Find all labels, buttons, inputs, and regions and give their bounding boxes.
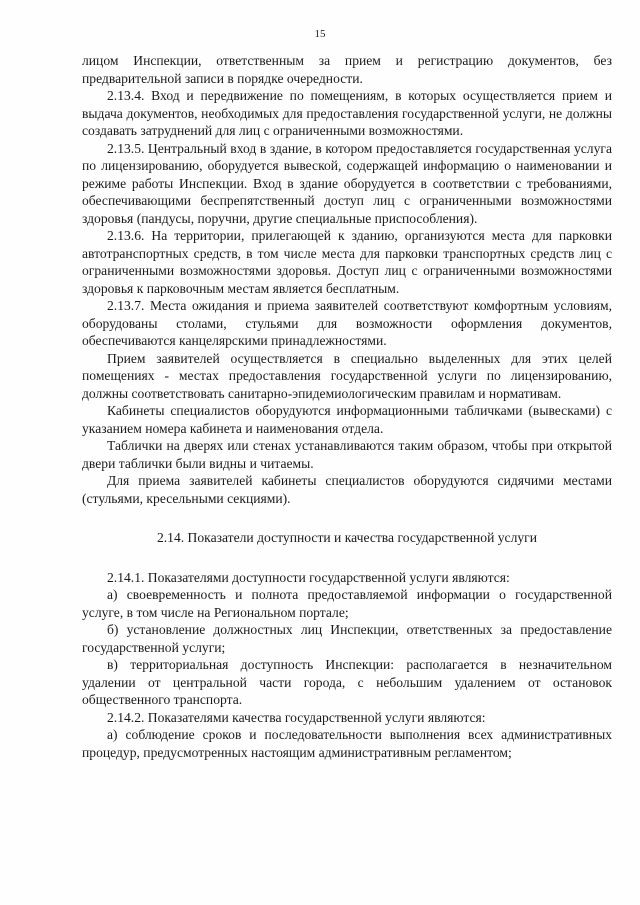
list-item-a-deadlines: а) соблюдение сроков и последовательности выполнения всех административных процедур, предусмотренных настоящим административным регламентом; xyxy=(82,727,612,760)
document-body xyxy=(82,52,612,761)
paragraph-2-13-4: 2.13.4. Вход и передвижение по помещениям, в которых осуществляется прием и выдача документов, необходимых для предоставления государственной услуги, не должны создавать затруднений для лиц с ограниченными возможностями. xyxy=(82,88,612,138)
paragraph-2-13-5: 2.13.5. Центральный вход в здание, в котором предоставляется государственная услуга по лицензированию, оборудуется вывеской, содержащей информацию о наименовании и режиме работы Инспекции. Вход в здание оборудуется в соответствии с требованиями, обеспечивающими беспрепятственный доступ лиц с ограниченными возможностями здоровья (пандусы, поручни, другие специальные приспособления). xyxy=(82,140,612,226)
paragraph-2-14-1: 2.14.1. Показателями доступности государственной услуги являются: xyxy=(107,569,510,585)
paragraph-office-signs: Кабинеты специалистов оборудуются информационными табличками (вывесками) с указанием номера кабинета и наименования отдела. xyxy=(82,403,612,436)
paragraph-door-signs: Таблички на дверях или стенах устанавливаются таким образом, чтобы при открытой двери таблички были видны и читаемы. xyxy=(82,438,612,471)
paragraph-2-13-6: 2.13.6. На территории, прилегающей к зданию, организуются места для парковки автотранспортных средств, в том числе места для парковки транспортных средств лиц с ограниченными возможностями здоровья. Доступ лиц с ограниченными возможностями здоровья к парковочным местам является бесплатным. xyxy=(82,228,612,296)
page-number: 15 xyxy=(314,28,326,40)
paragraph-2-14-2: 2.14.2. Показателями качества государственной услуги являются: xyxy=(107,709,486,725)
paragraph-reception-premises: Прием заявителей осуществляется в специально выделенных для этих целей помещениях - местах предоставления государственной услуги по лицензированию, должны соответствовать санитарно-эпидемиологическим правилам и нормативам. xyxy=(82,350,612,401)
list-item-c-accessibility: в) территориальная доступность Инспекции: располагается в незначительном удалении от центральной части города, с небольшим удалением от остановок общественного транспорта. xyxy=(82,657,612,707)
list-item-b-officials: б) установление должностных лиц Инспекции, ответственных за предоставление государственной услуги; xyxy=(82,622,612,655)
paragraph-seating: Для приема заявителей кабинеты специалистов оборудуются сидячими местами (стульями, кресельными секциями). xyxy=(82,473,612,506)
paragraph-continuation: лицом Инспекции, ответственным за прием и регистрацию документов, без предварительной записи в порядке очередности. xyxy=(82,53,612,86)
paragraph-2-13-7: 2.13.7. Места ожидания и приема заявителей соответствуют комфортным условиям, оборудованы столами, стульями для возможности оформления документов, обеспечиваются канцелярскими принадлежностями. xyxy=(82,298,612,348)
list-item-a-timeliness: а) своевременность и полнота предоставляемой информации о государственной услуге, в том числе на Региональном портале; xyxy=(82,587,612,620)
section-heading-2-14: 2.14. Показатели доступности и качества государственной услуги xyxy=(156,530,538,545)
